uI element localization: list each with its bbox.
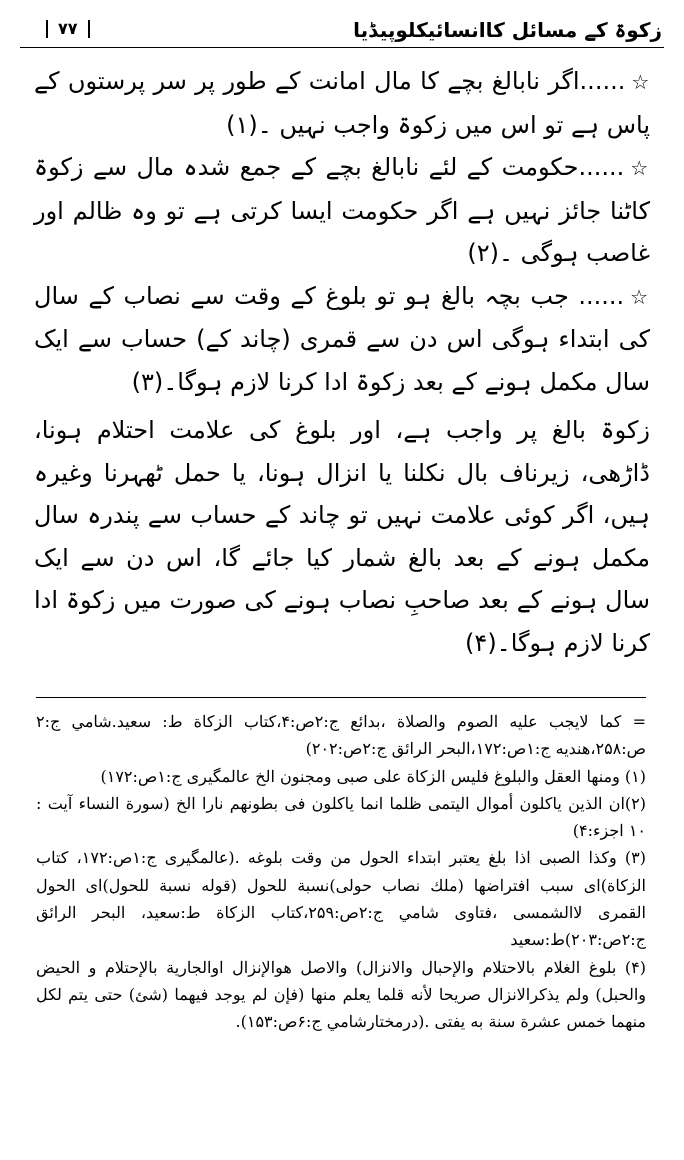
paragraph-text: ......اگر نابالغ بچے کا مال امانت کے طور پر سر پرستوں کے پاس ہے تو اس میں زکوۃ واجب نہیں ۔(۱) <box>34 67 650 139</box>
footnote-1: (۱) ومنها العقل والبلوغ فليس الزكاة على صبى ومجنون الخ عالمگيرى ج:۱ص:۱۷۲) <box>100 766 646 786</box>
paragraph-4 <box>34 409 650 664</box>
page-header <box>20 16 664 46</box>
paragraph-1 <box>34 60 650 146</box>
paragraph-text: ......حکومت کے لئے نابالغ بچے کے جمع شدہ مال سے زکوۃ کاٹنا جائز نہیں ہے اگر حکومت ایسا کرتی ہے تو وہ ظالم اور غاصب ہوگی ۔(۲) <box>34 153 650 267</box>
paragraph-3 <box>34 275 650 404</box>
paragraph-text: ...... جب بچہ بالغ ہو تو بلوغ کے وقت سے نصاب کے سال کی ابتداء ہوگی اس دن سے قمری (چاند کے) حساب سے ایک سال مکمل ہونے کے بعد زکوۃ ادا کرنا لازم ہوگا۔(۳) <box>34 281 650 396</box>
footnote-2: (۲)ان الذين ياكلون أموال اليتمى ظلما انما ياكلون فى بطونهم نارا الخ (سورة النساء آيت : ۱۰ اجزء:۴) <box>36 793 646 841</box>
page-number: ۷۷ <box>46 20 90 38</box>
main-text <box>34 60 650 664</box>
footnote-divider <box>36 697 646 698</box>
header-divider <box>20 47 664 48</box>
running-title: زکوۃ کے مسائل کاانسائیکلوپیڈیا <box>353 18 662 42</box>
footnotes <box>36 708 646 1036</box>
paragraph-2 <box>34 146 650 275</box>
footnote-4: (۴) بلوغ الغلام بالاحتلام والإحبال والانزال) والاصل هوالإنزال اوالجارية بالإحتلام و الحيض والحبل) ولم يذكرالانزال صريحا لأنه قلما يعلم منها (فإن لم يوجد فيهما (شئ) حتى يتم لكل منهما خمس عشرة سنة به يفتى .(درمختارشامي ج:۶ص:۱۵۳). <box>36 957 647 1032</box>
footnote-continuation: = كما لايجب عليه الصوم والصلاة ،بدائع ج:۲ص:۴،كتاب الزكاة ط: سعيد.شامي ج:۲ ص:۲۵۸،هنديه ج:۱ص:۱۷۲،البحر الرائق ج:۲ص:۲۰۲) <box>36 712 646 759</box>
footnote-3: (۳) وكذا الصبى اذا بلغ يعتبر ابتداء الحول من وقت بلوغه .(عالمگيرى ج:۱ص:۱۷۲، كتاب الزكاة)اى سبب افتراضها (ملك نصاب حولى)نسبة للحول (قوله نسبة للحول)اى الحول القمرى لاالشمسى ،فتاوى شامي ج:۲ص:۲۵۹،كتاب الزكاة ط:سعيد، البحر الرائق ج:۲ص:۲۰۳)ط:سعيد <box>36 848 647 950</box>
star-icon: ☆ <box>631 70 650 94</box>
star-icon: ☆ <box>630 156 650 180</box>
paragraph-text: زکوۃ بالغ پر واجب ہے، اور بلوغ کی علامت احتلام ہونا، ڈاڑھی، زیرناف بال نکلنا یا انزال ہونا، یا حمل ٹھہرنا وغیرہ ہیں، اگر کوئی علامت نہیں تو چاند کے حساب سے پندرہ سال مکمل ہونے کے بعد بالغ شمار کیا جائے گا، اس دن سے ایک سال ہونے کے بعد صاحبِ نصاب ہونے کی صورت میں زکوۃ ادا کرنا لازم ہوگا۔(۴) <box>34 416 650 657</box>
star-icon: ☆ <box>630 284 651 309</box>
